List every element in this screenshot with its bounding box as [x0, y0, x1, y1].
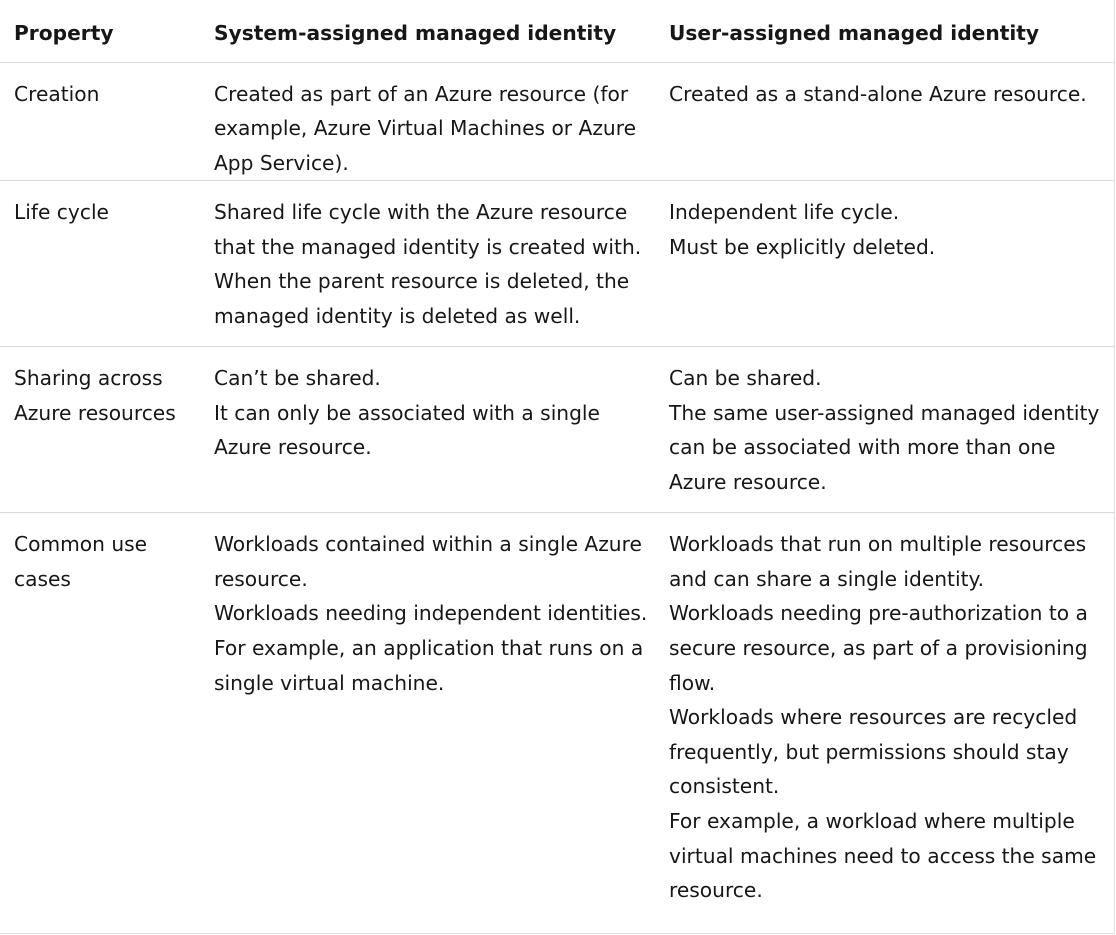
row-user-cell — [655, 513, 1114, 921]
cell-line: For example, a workload where multiple virtual machines need to access the same resource. — [669, 809, 1097, 903]
row-property: Common use cases — [0, 513, 200, 921]
table-row — [0, 62, 1114, 181]
cell-line: Must be explicitly deleted. — [669, 234, 936, 259]
cell-line: Workloads needing independent identities. — [214, 601, 648, 626]
row-user-cell — [655, 181, 1114, 347]
table-row — [0, 513, 1114, 921]
row-system-cell — [200, 181, 655, 347]
cell-line: For example, an application that runs on a single virtual machine. — [214, 636, 644, 695]
cell-line: Workloads that run on multiple resources and can share a single identity. — [669, 532, 1087, 591]
header-user-assigned: User-assigned managed identity — [669, 21, 1040, 45]
row-property: Creation — [0, 62, 200, 181]
row-system-cell — [200, 347, 655, 513]
row-system-cell — [200, 62, 655, 181]
cell-line: Can’t be shared. — [214, 366, 381, 391]
table-row — [0, 181, 1114, 347]
table-header-row — [0, 0, 1114, 62]
cell-line: Workloads needing pre-authorization to a secure resource, as part of a provisioning flow. — [669, 601, 1088, 695]
header-property: Property — [14, 21, 114, 45]
row-user-cell — [655, 62, 1114, 181]
cell-line: Workloads contained within a single Azure resource. — [214, 532, 642, 591]
header-system-assigned: System-assigned managed identity — [214, 21, 617, 45]
cell-line: Can be shared. — [669, 366, 822, 391]
cell-line: Independent life cycle. — [669, 200, 900, 225]
table-row — [0, 347, 1114, 513]
row-user-cell — [655, 347, 1114, 513]
row-system-cell — [200, 513, 655, 921]
row-property: Life cycle — [0, 181, 200, 347]
cell-line: Workloads where resources are recycled frequently, but permissions should stay consistent. — [669, 705, 1078, 799]
cell-line: Created as a stand-alone Azure resource. — [669, 81, 1087, 106]
cell-line: The same user-assigned managed identity can be associated with more than one Azure resource. — [669, 400, 1100, 495]
cell-line: It can only be associated with a single Azure resource. — [214, 400, 600, 460]
cell-line: Shared life cycle with the Azure resource that the managed identity is created with. When the parent resource is deleted, the managed identity is deleted as well. — [214, 200, 642, 329]
row-property: Sharing across Azure resources — [0, 347, 200, 513]
cell-line: Created as part of an Azure resource (for example, Azure Virtual Machines or Azure App Service). — [214, 81, 636, 175]
